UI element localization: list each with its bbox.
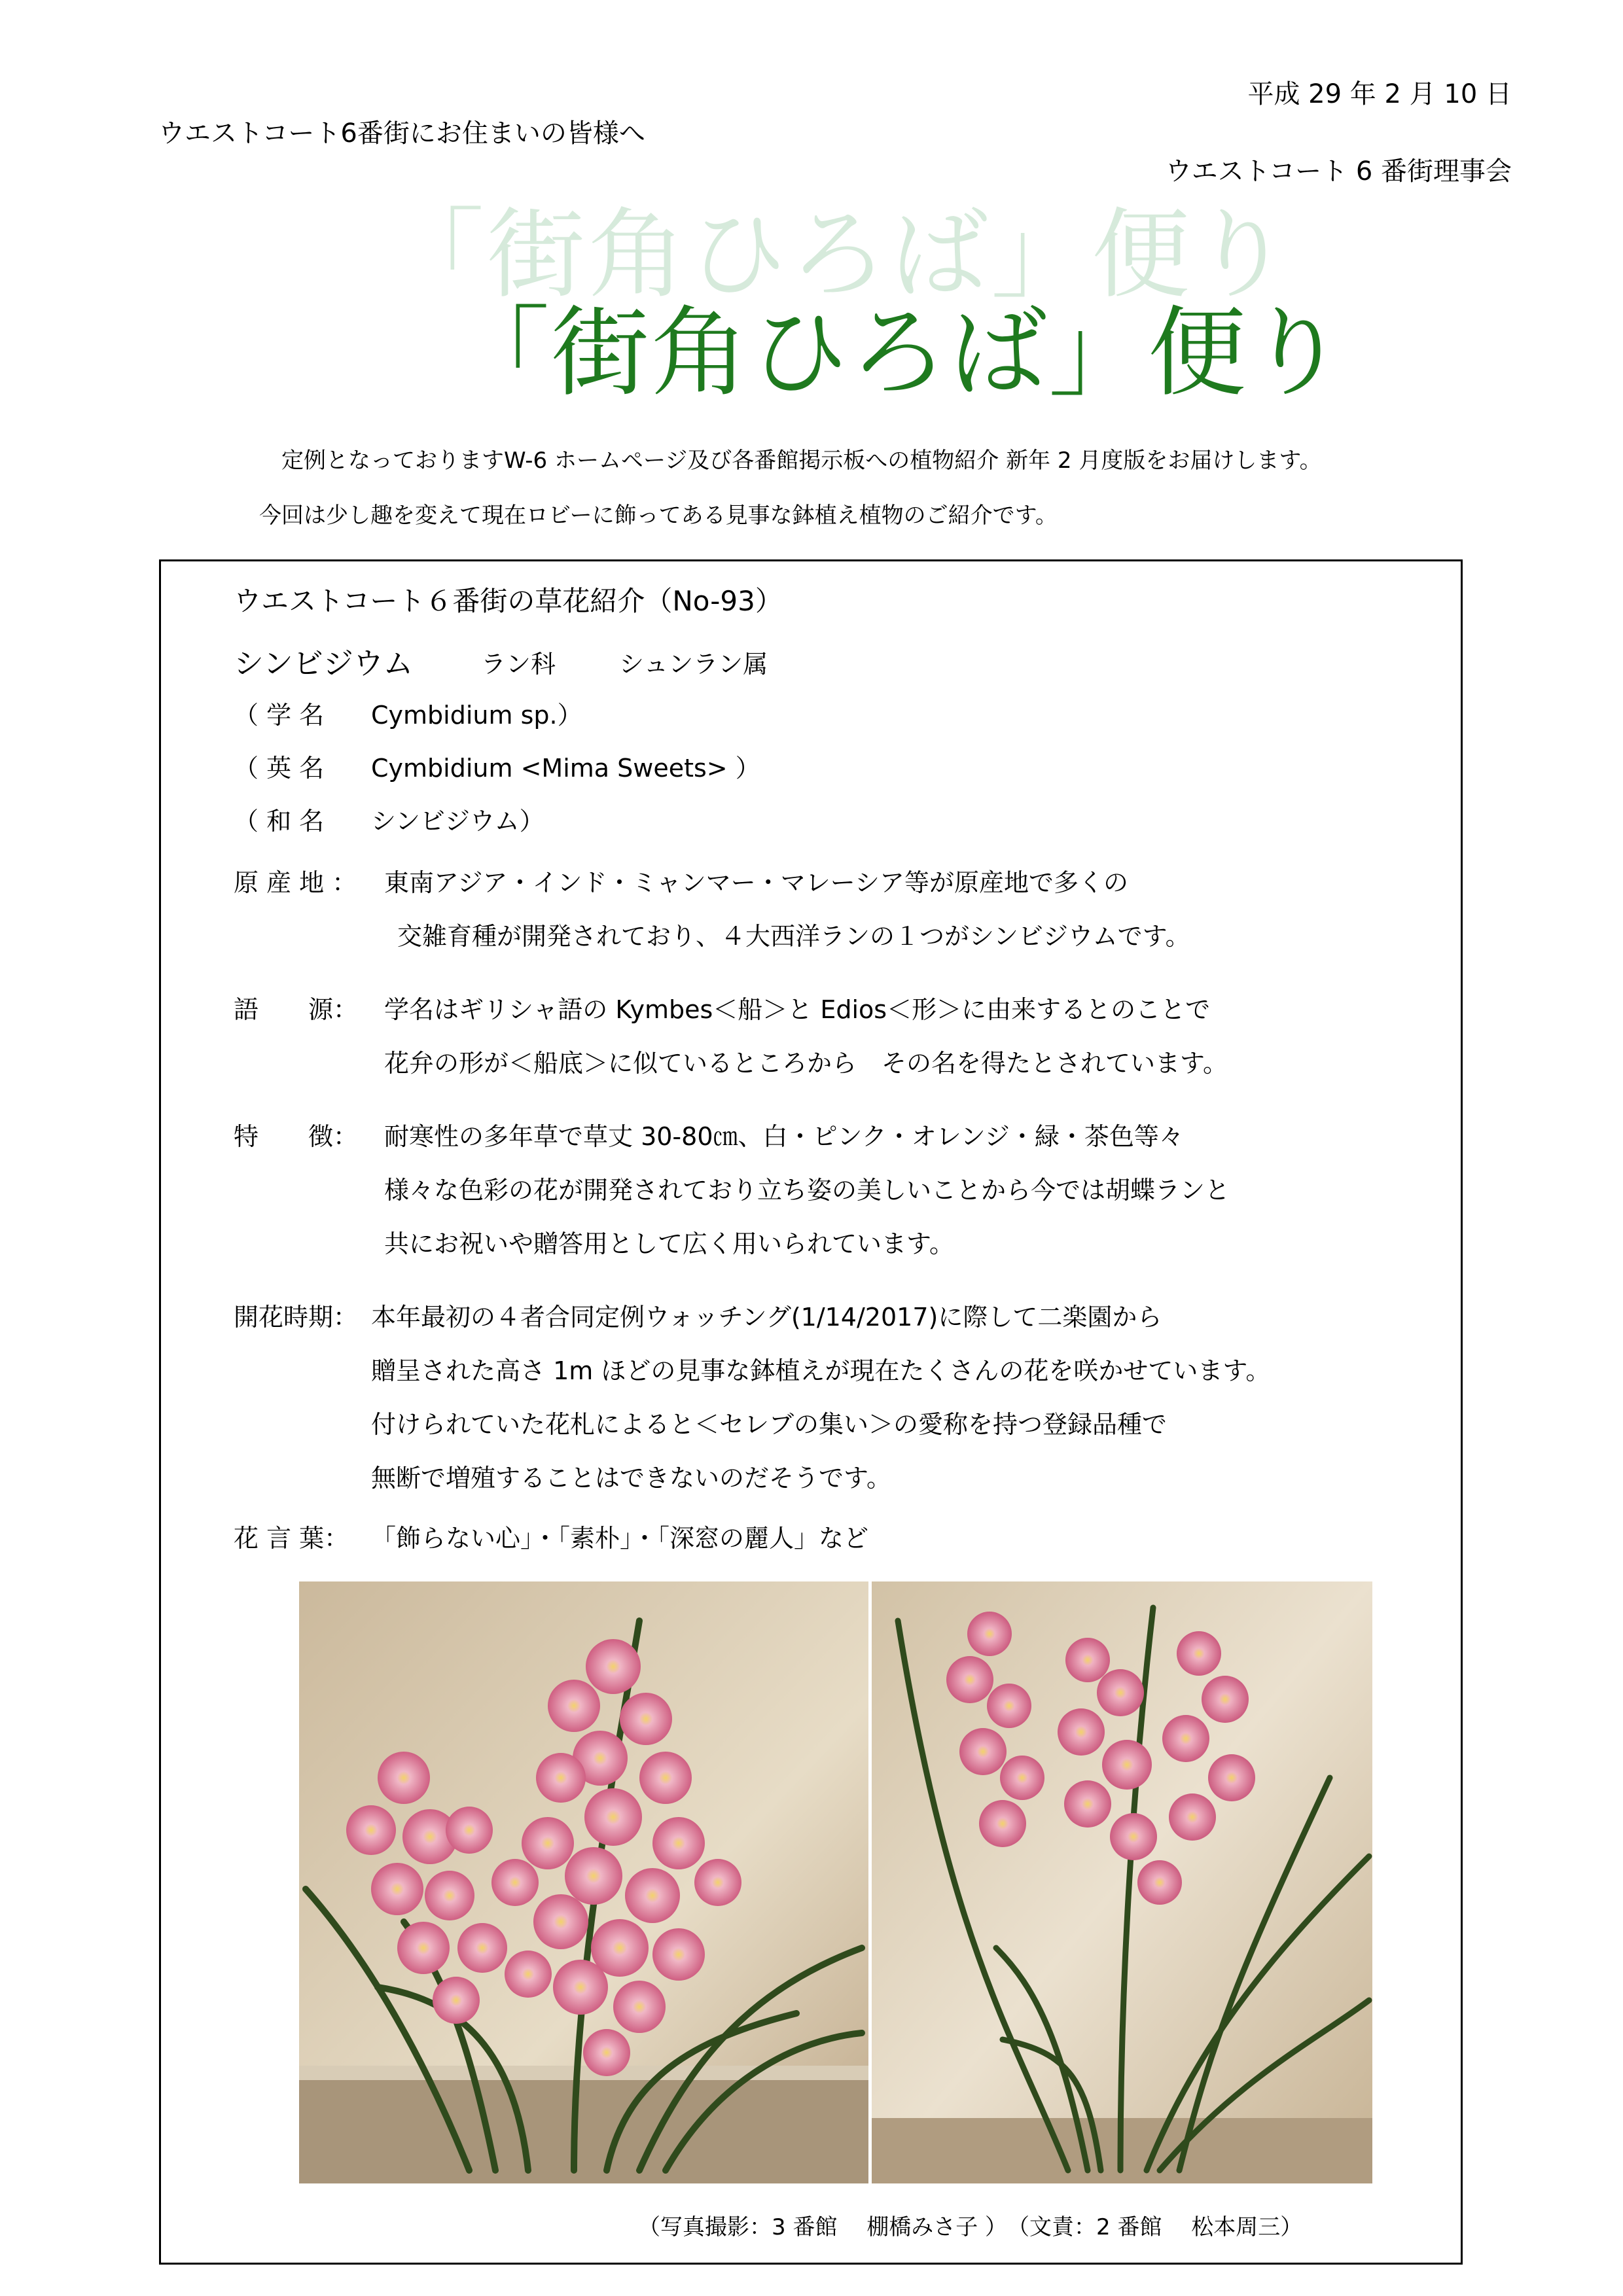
- sender: ウエストコート 6 番街理事会: [1165, 156, 1512, 186]
- section-label-bloom-period: 開花時期：: [234, 1303, 359, 1332]
- page-title: 「街角ひろば」便り: [452, 296, 1347, 410]
- section-line: 様々な色彩の花が開発されており立ち姿の美しいことから今では胡蝶ランと: [384, 1176, 1230, 1205]
- plant-family: ラン科: [481, 650, 556, 679]
- orchid-photo-front-icon: [299, 1581, 868, 2183]
- section-label-features: 特 徴：: [234, 1122, 359, 1151]
- section-label-origin: 原 産 地 ：: [234, 868, 357, 897]
- addressee: ウエストコート6番街にお住まいの皆様へ: [158, 118, 645, 149]
- intro-line-1: 定例となっておりますW-6 ホームページ及び各番館掲示板への植物紹介 新年 2 月度版をお届けします。: [281, 448, 1322, 474]
- section-line: 「飾らない心」・「素朴」・「深窓の麗人」など: [371, 1524, 869, 1553]
- section-line: 東南アジア・インド・ミャンマー・マレーシア等が原産地で多くの: [384, 868, 1128, 897]
- issue-date: 平成 29 年 2 月 10 日: [1247, 79, 1512, 109]
- name-label: （ 英 名: [234, 754, 325, 783]
- section-line: 本年最初の４者合同定例ウォッチング(1/14/2017)に際して二楽園から: [371, 1303, 1162, 1332]
- name-value: Cymbidium sp.）: [371, 701, 582, 730]
- orchid-photo-side-icon: [872, 1581, 1372, 2183]
- section-label-etymology: 語 源：: [234, 995, 359, 1024]
- section-line: 耐寒性の多年草で草丈 30-80㎝、白・ピンク・オレンジ・緑・茶色等々: [384, 1122, 1184, 1151]
- section-line: 無断で増殖することはできないのだそうです。: [371, 1464, 891, 1492]
- name-label: （ 和 名: [234, 807, 325, 836]
- name-value: Cymbidium <Mima Sweets> ）: [371, 754, 760, 783]
- article-heading: ウエストコート６番街の草花紹介（No-93）: [234, 585, 783, 617]
- plant-name: シンビジウム: [234, 646, 414, 681]
- name-label: （ 学 名: [234, 701, 325, 730]
- name-value: シンビジウム）: [371, 807, 544, 836]
- title-shadow: 「街角ひろば」便り: [386, 198, 1294, 312]
- plant-genus: シュンラン属: [619, 650, 768, 679]
- section-line: 交雑育種が開発されており、４大西洋ランの１つがシンビジウムです。: [397, 922, 1190, 951]
- section-line: 共にお祝いや贈答用として広く用いられています。: [384, 1229, 954, 1258]
- section-label-flower-language: 花 言 葉：: [234, 1524, 349, 1553]
- section-line: 付けられていた花札によると＜セレブの集い＞の愛称を持つ登録品種で: [371, 1410, 1168, 1439]
- section-line: 学名はギリシャ語の Kymbes＜船＞と Edios＜形＞に由来するとのことで: [384, 995, 1211, 1024]
- section-line: 贈呈された高さ 1m ほどの見事な鉢植えが現在たくさんの花を咲かせています。: [371, 1356, 1271, 1385]
- intro-line-2: 今回は少し趣を変えて現在ロビーに飾ってある見事な鉢植え植物のご紹介です。: [259, 503, 1058, 529]
- photo-credit: （写真撮影：3 番館 棚橋みさ子 ） （文責：2 番館 松本周三）: [638, 2214, 1303, 2240]
- section-line: 花弁の形が＜船底＞に似ているところから その名を得たとされています。: [384, 1049, 1228, 1078]
